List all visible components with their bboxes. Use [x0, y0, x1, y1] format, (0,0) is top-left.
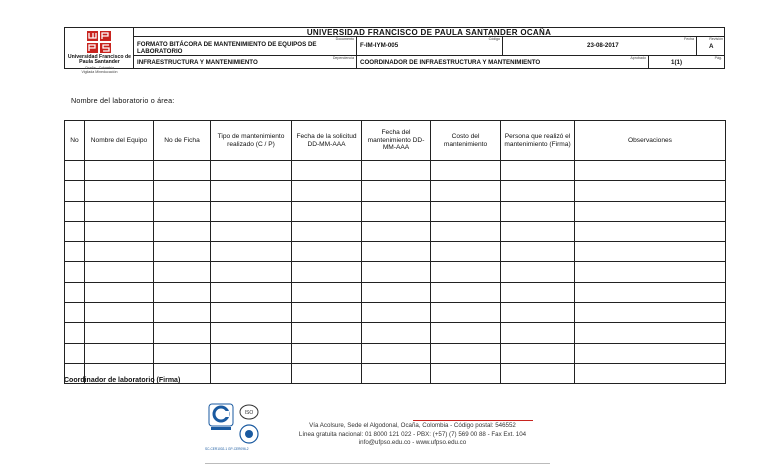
table-cell[interactable] [575, 221, 726, 241]
table-cell[interactable] [292, 262, 362, 282]
table-cell[interactable] [65, 343, 85, 363]
column-header-equipment-name: Nombre del Equipo [85, 121, 154, 161]
document-label: Documento [335, 37, 354, 41]
table-cell[interactable] [211, 242, 292, 262]
table-cell[interactable] [292, 363, 362, 383]
table-cell[interactable] [431, 323, 501, 343]
table-cell[interactable] [85, 303, 154, 323]
table-row [65, 181, 726, 201]
date-value: 23-08-2017 [587, 42, 619, 49]
table-cell[interactable] [65, 181, 85, 201]
table-row [65, 262, 726, 282]
lab-name-label: Nombre del laboratorio o área: [71, 96, 175, 105]
page-label: Pág. [714, 56, 722, 60]
certification-caption: SC-CER1002-1 GP-CER096-2 [205, 447, 249, 451]
table-row [65, 242, 726, 262]
table-cell[interactable] [292, 303, 362, 323]
table-cell[interactable] [575, 262, 726, 282]
footer-divider [205, 463, 550, 464]
logo-tagline: Vigilada Mineducación [81, 69, 118, 74]
table-row [65, 303, 726, 323]
table-cell[interactable] [65, 282, 85, 302]
table-cell[interactable] [211, 343, 292, 363]
code-value: F-IM-IYM-005 [360, 42, 399, 49]
table-row [65, 323, 726, 343]
table-cell[interactable] [292, 181, 362, 201]
table-cell[interactable] [575, 201, 726, 221]
table-body [65, 161, 726, 384]
table-cell[interactable] [292, 201, 362, 221]
table-cell[interactable] [431, 221, 501, 241]
date-cell [503, 37, 697, 56]
table-cell[interactable] [154, 242, 211, 262]
table-row [65, 343, 726, 363]
svg-text:ISO: ISO [244, 410, 254, 416]
table-cell[interactable] [85, 201, 154, 221]
table-cell[interactable] [431, 242, 501, 262]
table-cell[interactable] [431, 343, 501, 363]
table-cell[interactable] [575, 161, 726, 181]
table-cell[interactable] [575, 323, 726, 343]
page-value: 1(1) [671, 59, 683, 66]
table-cell[interactable] [85, 221, 154, 241]
table-cell[interactable] [501, 262, 575, 282]
column-header-sheet-number: No de Ficha [154, 121, 211, 161]
table-cell[interactable] [362, 181, 431, 201]
table-cell[interactable] [211, 303, 292, 323]
table-cell[interactable] [211, 262, 292, 282]
table-cell[interactable] [501, 181, 575, 201]
maintenance-log-table [64, 120, 726, 384]
table-cell[interactable] [85, 181, 154, 201]
table-cell[interactable] [362, 343, 431, 363]
logo-university-name: Universidad Francisco de Paula Santander [67, 54, 132, 66]
table-cell[interactable] [211, 221, 292, 241]
table-cell[interactable] [362, 323, 431, 343]
table-cell[interactable] [362, 201, 431, 221]
table-cell[interactable] [65, 323, 85, 343]
column-header-maintenance-date: Fecha del mantenimiento DD-MM-AAA [362, 121, 431, 161]
form-title: FORMATO BITÁCORA DE MANTENIMIENTO DE EQUIPOS DE LABORATORIO [137, 41, 317, 55]
column-header-request-date: Fecha de la solicitud DD-MM-AAA [292, 121, 362, 161]
table-cell[interactable] [501, 343, 575, 363]
document-header [64, 27, 725, 74]
table-cell[interactable] [154, 221, 211, 241]
table-cell[interactable] [154, 303, 211, 323]
table-cell[interactable] [211, 181, 292, 201]
table-cell[interactable] [431, 282, 501, 302]
footer-contact: info@ufpso.edu.co - www.ufpso.edu.co [358, 439, 467, 447]
table-cell[interactable] [292, 323, 362, 343]
column-header-performed-by: Persona que realizó el mantenimiento (Firma) [501, 121, 575, 161]
table-cell[interactable] [575, 242, 726, 262]
table-cell[interactable] [362, 363, 431, 383]
table-cell[interactable] [154, 343, 211, 363]
table-cell[interactable] [154, 323, 211, 343]
table-header-row [65, 121, 726, 161]
table-cell[interactable] [292, 242, 362, 262]
table-cell[interactable] [65, 262, 85, 282]
date-label: Fecha [684, 37, 694, 41]
table-cell[interactable] [65, 303, 85, 323]
approved-label: Aprobado [630, 56, 646, 60]
table-cell[interactable] [65, 161, 85, 181]
table-row [65, 221, 726, 241]
table-row [65, 201, 726, 221]
table-cell[interactable] [65, 201, 85, 221]
logo-cell [65, 28, 134, 74]
table-cell[interactable] [501, 323, 575, 343]
column-header-no: No [65, 121, 85, 161]
table-cell[interactable] [211, 282, 292, 302]
table-cell[interactable] [575, 363, 726, 383]
university-name [65, 55, 134, 74]
table-cell[interactable] [85, 242, 154, 262]
table-cell[interactable] [362, 303, 431, 323]
table-cell[interactable] [85, 343, 154, 363]
table-cell[interactable] [362, 161, 431, 181]
table-cell[interactable] [362, 221, 431, 241]
footer-accent-line [413, 420, 533, 421]
table-cell[interactable] [501, 201, 575, 221]
table-cell[interactable] [362, 242, 431, 262]
table-cell[interactable] [431, 161, 501, 181]
table-cell[interactable] [431, 363, 501, 383]
approved-cell [357, 56, 649, 68]
table-cell[interactable] [211, 363, 292, 383]
table-cell[interactable] [575, 282, 726, 302]
table-cell[interactable] [85, 262, 154, 282]
dependency-label: Dependencia [332, 56, 354, 60]
iqnet-certification-icon [237, 403, 261, 451]
column-header-maintenance-type: Tipo de mantenimiento realizado (C / P) [211, 121, 292, 161]
table-cell[interactable] [211, 201, 292, 221]
table-row [65, 161, 726, 181]
table-cell[interactable] [501, 363, 575, 383]
table-cell[interactable] [362, 262, 431, 282]
table-cell[interactable] [85, 323, 154, 343]
table-cell[interactable] [292, 343, 362, 363]
table-row [65, 282, 726, 302]
table-cell[interactable] [501, 221, 575, 241]
table-cell[interactable] [501, 282, 575, 302]
code-label: Código [488, 37, 500, 41]
table-cell[interactable] [501, 242, 575, 262]
table-cell[interactable] [65, 242, 85, 262]
column-header-observations: Observaciones [575, 121, 726, 161]
table-cell[interactable] [292, 282, 362, 302]
table-cell[interactable] [431, 181, 501, 201]
footer-address: Vía Acolsure, Sede el Algodonal, Ocaña, Colombia - Código postal: 546552 [309, 422, 516, 429]
table-cell[interactable] [292, 161, 362, 181]
table-cell[interactable] [431, 262, 501, 282]
revision-cell [697, 37, 724, 56]
approved-value: COORDINADOR DE INFRAESTRUCTURA Y MANTENIMIENTO [360, 59, 541, 66]
table-cell[interactable] [154, 262, 211, 282]
coordinator-signature-label: Coordinador de laboratorio (Firma) [64, 377, 181, 384]
table-cell[interactable] [154, 161, 211, 181]
table-cell[interactable] [154, 181, 211, 201]
table-cell[interactable] [431, 303, 501, 323]
university-title: UNIVERSIDAD FRANCISCO DE PAULA SANTANDER OCAÑA [134, 28, 724, 37]
table-cell[interactable] [65, 221, 85, 241]
table-cell[interactable] [154, 201, 211, 221]
table-cell[interactable] [211, 161, 292, 181]
column-header-maintenance-cost: Costo del mantenimiento [431, 121, 501, 161]
table-cell[interactable] [292, 221, 362, 241]
code-cell [357, 37, 503, 56]
table-cell[interactable] [362, 282, 431, 302]
table-cell[interactable] [575, 181, 726, 201]
university-logo-icon [86, 30, 112, 54]
table-cell[interactable] [501, 161, 575, 181]
revision-label: Revisión [709, 37, 723, 41]
logo-location: Ocaña - Colombia [85, 65, 114, 70]
page-footer [205, 402, 550, 464]
table-cell[interactable] [575, 303, 726, 323]
footer-address-block [275, 422, 550, 448]
footer-phones: Línea gratuita nacional: 01 8000 121 022 - PBX: (+57) (7) 569 00 88 - Fax Ext. 104 [298, 430, 527, 438]
dependency-value: INFRAESTRUCTURA Y MANTENIMIENTO [137, 59, 258, 66]
table-cell[interactable] [431, 201, 501, 221]
dependency-cell [134, 56, 357, 68]
table-cell[interactable] [501, 303, 575, 323]
table-cell[interactable] [211, 323, 292, 343]
table-cell[interactable] [85, 282, 154, 302]
table-cell[interactable] [85, 161, 154, 181]
table-cell[interactable] [575, 343, 726, 363]
icontec-certification-icon [208, 403, 234, 433]
page-cell [649, 56, 724, 68]
table-cell[interactable] [154, 282, 211, 302]
form-title-cell [134, 37, 357, 56]
revision-value: A [709, 43, 714, 50]
